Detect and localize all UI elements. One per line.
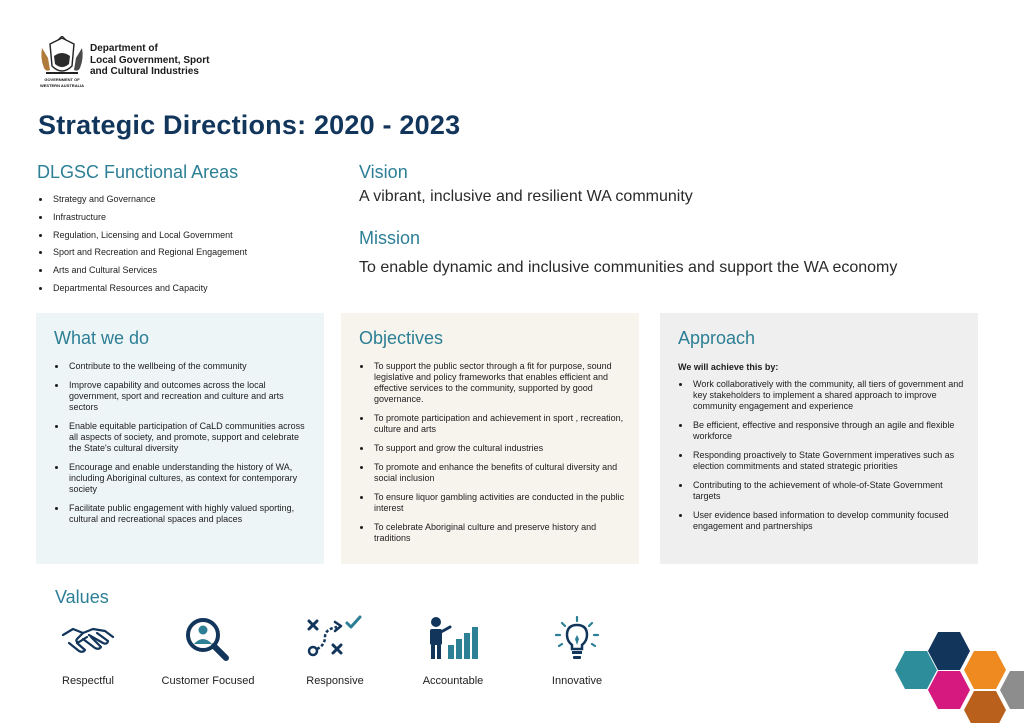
list-item: Responding proactively to State Government imperatives such as election commitments and stated strategic priorities: [677, 450, 964, 472]
what-we-do-list: [53, 361, 310, 533]
value-label: Customer Focused: [161, 675, 255, 687]
value-respectful: [28, 615, 148, 687]
list-item: Arts and Cultural Services: [37, 265, 337, 276]
list-item: To support and grow the cultural industries: [358, 443, 625, 454]
list-item: Infrastructure: [37, 212, 337, 223]
decorative-hexagons: [890, 628, 1024, 723]
approach-lead: We will achieve this by:: [678, 362, 779, 372]
value-innovative: [517, 615, 637, 687]
list-item: To promote participation and achievement in sport , recreation, culture and arts: [358, 413, 625, 435]
list-item: Be efficient, effective and responsive through an agile and flexible workforce: [677, 420, 964, 442]
mission-heading: Mission: [359, 228, 421, 248]
what-we-do-heading: What we do: [54, 328, 150, 348]
approach-list: [677, 379, 964, 540]
strategy-arrow-icon: [305, 615, 365, 661]
department-name-line2: Local Government, Sport: [90, 54, 210, 66]
department-name: [90, 43, 209, 78]
objectives-panel: [341, 313, 639, 564]
svg-text:WESTERN AUSTRALIA: WESTERN AUSTRALIA: [39, 83, 85, 88]
list-item: Improve capability and outcomes across the local government, sport and recreation and culture and arts sectors: [53, 380, 310, 413]
hexagon-orange: [964, 651, 1006, 689]
list-item: Strategy and Governance: [37, 194, 337, 205]
list-item: Work collaboratively with the community, all tiers of government and key stakeholders to implement a shared approach to improve community engagement and experience: [677, 379, 964, 412]
what-we-do-panel: [36, 313, 324, 564]
list-item: User evidence based information to develop community focused engagement and partnerships: [677, 510, 964, 532]
wa-government-crest: [36, 36, 88, 90]
presenter-chart-icon: [426, 615, 480, 661]
hexagon-brown: [964, 691, 1006, 723]
values-heading: Values: [55, 587, 109, 607]
value-label: Responsive: [306, 675, 364, 687]
magnifier-person-icon: [181, 615, 235, 661]
list-item: To ensure liquor gambling activities are conducted in the public interest: [358, 492, 625, 514]
list-item: Regulation, Licensing and Local Government: [37, 230, 337, 241]
objectives-heading: Objectives: [359, 328, 444, 348]
svg-text:GOVERNMENT OF: GOVERNMENT OF: [44, 77, 80, 82]
vision-text: A vibrant, inclusive and resilient WA community: [359, 188, 693, 205]
list-item: Enable equitable participation of CaLD communities across all aspects of society, and promote, support and celebrate the State's cultural diversity: [53, 421, 310, 454]
page-title: Strategic Directions: 2020 - 2023: [38, 110, 461, 140]
department-name-line3: and Cultural Industries: [90, 66, 199, 77]
department-name-line1: Department of: [90, 43, 158, 54]
value-accountable: [393, 615, 513, 687]
hexagon-pink: [928, 671, 970, 709]
list-item: Encourage and enable understanding the history of WA, including Aboriginal cultures, as context for contemporary society: [53, 462, 310, 495]
list-item: To promote and enhance the benefits of cultural diversity and social inclusion: [358, 462, 625, 484]
value-label: Accountable: [422, 675, 484, 687]
list-item: Contribute to the wellbeing of the community: [53, 361, 310, 372]
value-label: Respectful: [62, 675, 114, 687]
objectives-list: [358, 361, 625, 552]
list-item: Contributing to the achievement of whole-of-State Government targets: [677, 480, 964, 502]
approach-heading: Approach: [678, 328, 756, 348]
vision-heading: Vision: [359, 162, 408, 182]
list-item: Facilitate public engagement with highly valued sporting, cultural and recreational spaces and places: [53, 503, 310, 525]
lightbulb-icon: [550, 615, 604, 661]
functional-areas-heading: DLGSC Functional Areas: [37, 162, 239, 182]
value-responsive: [275, 615, 395, 687]
value-customer-focused: [148, 615, 268, 687]
list-item: Departmental Resources and Capacity: [37, 283, 337, 294]
hexagon-teal: [895, 651, 937, 689]
functional-areas-list: [37, 194, 337, 301]
list-item: Sport and Recreation and Regional Engagement: [37, 247, 337, 258]
handshake-icon: [61, 615, 115, 661]
value-label: Innovative: [551, 675, 603, 687]
hexagon-grey: [1000, 671, 1024, 709]
approach-panel: [660, 313, 978, 564]
hexagon-navy: [928, 632, 970, 670]
list-item: To celebrate Aboriginal culture and preserve history and traditions: [358, 522, 625, 544]
list-item: To support the public sector through a fit for purpose, sound legislative and policy frameworks that enables efficient and effective services to the community, supported by good governance.: [358, 361, 625, 405]
mission-text: To enable dynamic and inclusive communities and support the WA economy: [359, 259, 898, 276]
